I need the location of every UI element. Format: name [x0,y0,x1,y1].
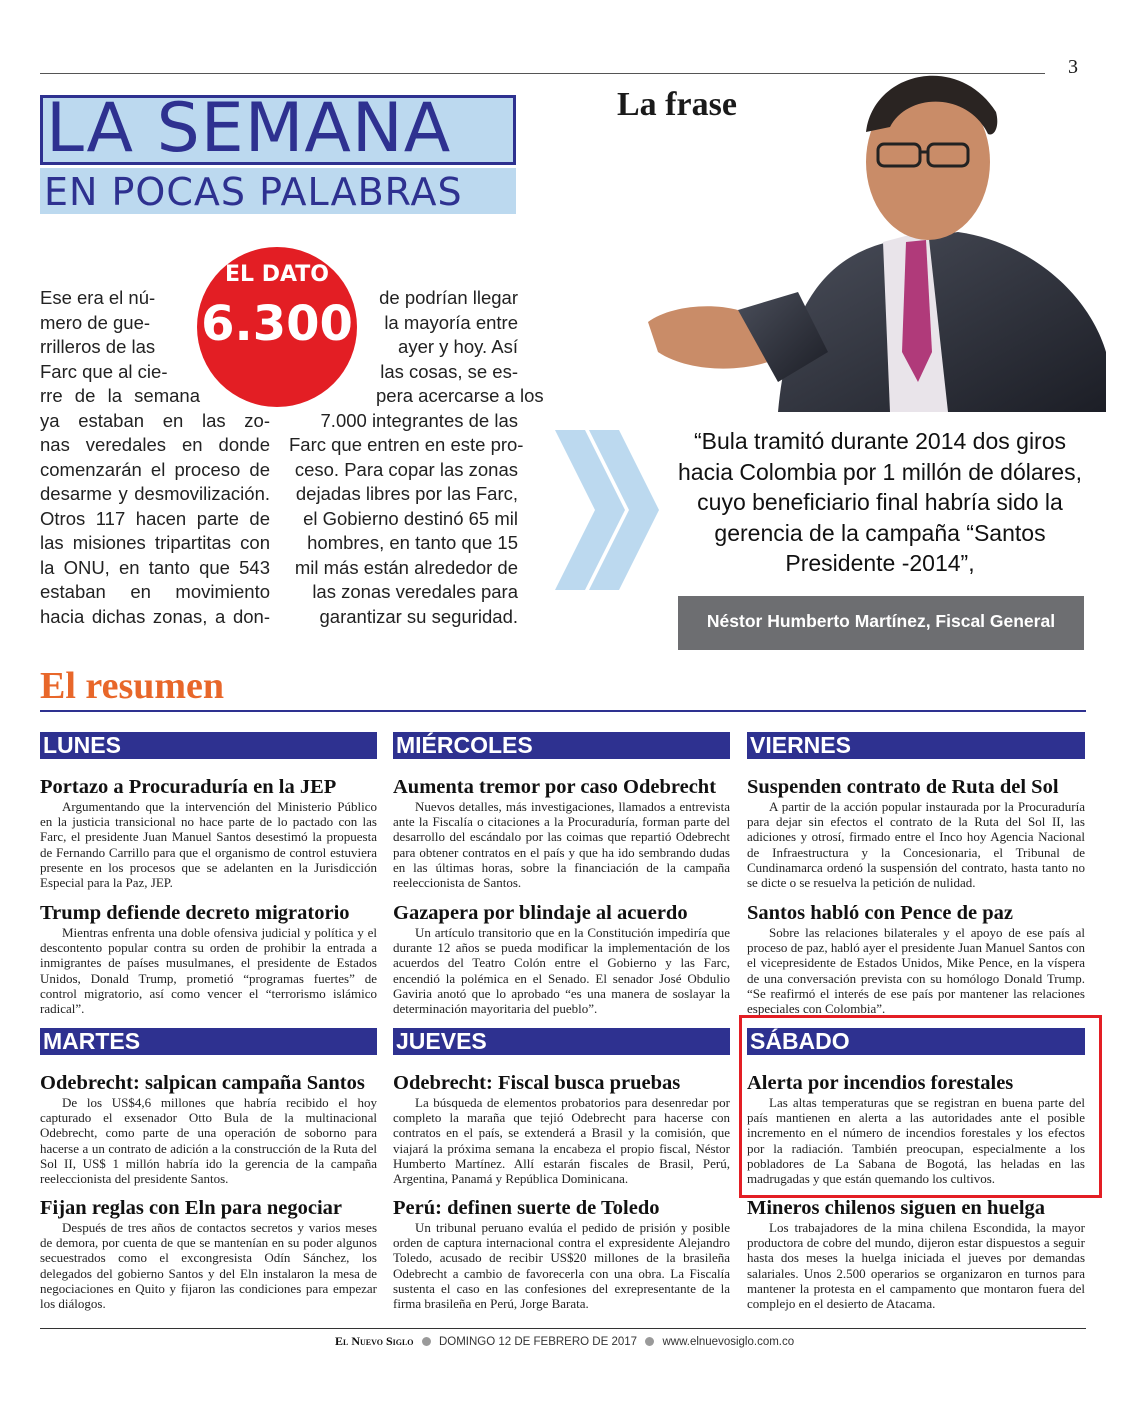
dato-text-line: hacia dichas zonas, a don- [40,605,270,627]
story-headline: Portazo a Procuraduría en la JEP [40,776,337,798]
story-body: A partir de la acción popular instaurada por la Procuraduría para dejar sin efectos el contrato de la Ruta del Sol II, las adiciones y otrosí, firmado entre el Inco hoy Agencia Nacional de Infraestructura y la Concesionaria, el Tribunal de Cundinamarca ordenó la suspensión del contrato, hasta tanto no se dicte o se resuelva la petición de nulidad. [747,799,1085,891]
frase-heading: La frase [617,86,737,123]
day-label-viernes: VIERNES [750,732,851,758]
story-headline: Mineros chilenos siguen en huelga [747,1197,1046,1219]
dato-text-line: mero de gue- [40,311,151,333]
story-headline: Aumenta tremor por caso Odebrecht [393,776,717,798]
dato-text-line: estaban en movimiento [40,581,270,602]
page-number: 3 [1068,56,1078,78]
dato-text-line: Ese era el nú- [40,287,156,308]
dato-text-line: rrilleros de las [40,336,156,357]
story-headline: Odebrecht: Fiscal busca pruebas [393,1072,681,1094]
dato-text-line: mil más están alrededor de [294,556,518,578]
story-body: Un tribunal peruano evalúa el pedido de prisión y posible orden de captura internacional contra el expresidente Alejandro Toledo, acusado de recibir US$20 millones de la brasileña Odebrecht a cambio de favorecerla con una obra. La Fiscalía sustenta el caso en las confesiones del exrepresentante de la firma brasileña en Perú, Jorge Barata. [393,1220,730,1312]
dato-text-line: dejadas libres por las Farc, [295,483,518,504]
dato-text-line: la mayoría entre [384,311,518,333]
dato-value: 6.300 [201,296,353,352]
chevrons-icon [555,430,685,590]
day-label-martes: MARTES [43,1028,141,1054]
story-headline: Trump defiende decreto migratorio [40,902,350,924]
dato-text-line: las misiones tripartitas con [40,532,270,553]
footer-date: DOMINGO 12 DE FEBRERO DE 2017 [438,1336,638,1348]
story-headline: Perú: definen suerte de Toledo [393,1197,660,1219]
dato-text-line: pera acercarse a los [376,385,544,406]
story-body: Mientras enfrenta una doble ofensiva judicial y política y el descontento popular contra su orden de prohibir la entrada a inmigrantes de países musulmanes, el presidente de Estados Unidos, Donald Trump, prometió “programas fuertes” de control migratorio, así como vencer el “terrorismo islámico radical”. [40,925,377,1017]
speaker-photo [628,52,1106,412]
dato-text-line: nas veredales en donde [40,434,270,455]
story-body: La búsqueda de elementos probatorios para desenredar por completo la maraña que tejió Odebrecht para hacerse con contratos en el país, se extenderá a Brasil y la comisión, que viajará la próxima semana la encabeza el propio fiscal, Néstor Humberto Martínez. Allí estarán fiscales de Brasil, Perú, Argentina, Panamá y República Dominicana. [393,1095,730,1187]
story-body: Sobre las relaciones bilaterales y el apoyo de ese país al proceso de paz, habló ayer el presidente Juan Manuel Santos con el vicepresidente de Estados Unidos, Mike Pence, en la víspera de una conversación prevista con su homólogo Donald Trump. “Se reafirmó el interés de ese país por mantener las relaciones especiales con Colombia”. [747,925,1085,1017]
dato-text-line: la ONU, en tanto que 543 [40,556,270,578]
resumen-rule [40,710,1086,712]
dato-text-line: garantizar su seguridad. [319,605,518,627]
dato-text-line: hombres, en tanto que 15 [307,532,518,553]
dato-text-line: Otros 117 hacen parte de [40,507,270,529]
dato-text-line: rre de la semana [40,385,200,406]
quote-author: Néstor Humberto Martínez, Fiscal General [706,611,1056,631]
dato-text-line: las zonas veredales para [312,581,518,602]
dato-text-line: el Gobierno destinó 65 mil [303,507,518,529]
bullet-icon [422,1337,431,1346]
dato-text-line: ya estaban en las zo- [40,409,270,431]
dato-text-line: Farc que entren en este pro- [289,434,524,455]
highlight-box [739,1015,1102,1198]
day-label-miercoles: MIÉRCOLES [396,732,533,758]
day-label-sabado: SÁBADO [750,1028,850,1054]
masthead-subtitle: EN POCAS PALABRAS [44,170,463,214]
day-label-jueves: JUEVES [396,1028,487,1054]
footer-rule [40,1328,1086,1329]
story-body: Las altas temperaturas que se registran en buena parte del país mantienen en alerta a las autoridades ante el posible incremento en el número de incendios forestales y los efectos por la radiación. También preocupan, especialmente a los pobladores de La Sabana de Bogotá, las heladas en las madrugadas y que están quemando los cultivos. [747,1095,1085,1187]
story-headline: Odebrecht: salpican campaña Santos [40,1072,365,1094]
story-body: Después de tres años de contactos secretos y varios meses de demora, por cuenta de que se mantenían en su poder algunos secuestrados como el excongresista Odín Sánchez, los delegados del gobierno Santos y del Eln instalaron la mesa de negociaciones en Quito y fijaron las condiciones para empezar los diálogos. [40,1220,377,1312]
footer-publication: El Nuevo Siglo [335,1334,414,1348]
dato-text-line: ayer y hoy. Así [398,336,518,357]
story-body: Un artículo transitorio que en la Constitución impediría que durante 12 años se pueda modificar la implementación de los acuerdos del Teatro Colón entre el Gobierno y las Farc, encendió la polémica en el Senado. El senador José Obdulio Gaviria anotó que lo aprobado “es una manera de soslayar la determinación mayoritaria del pueblo”. [393,925,730,1017]
story-headline: Gazapera por blindaje al acuerdo [393,902,688,924]
quote-text: “Bula tramitó durante 2014 dos giros hacia Colombia por 1 millón de dólares, cuyo beneficiario final habría sido la gerencia de la campaña “Santos Presidente -2014”, [678,428,1082,576]
dato-text-line: Farc que al cie- [40,360,168,382]
bullet-icon [645,1337,654,1346]
story-headline: Alerta por incendios forestales [747,1072,1014,1094]
story-headline: Fijan reglas con Eln para negociar [40,1197,342,1219]
story-headline: Santos habló con Pence de paz [747,902,1013,924]
story-body: De los US$4,6 millones que habría recibido el hoy capturado el exsenador Otto Bula de la multinacional Odebrecht, como parte de una operación de soborno para hacerse a un contrato de adición a la construcción de la Ruta del Sol II, US$ 1 millón habría ido la gerencia de la campaña reeleccionista del presidente Santos. [40,1095,377,1187]
story-body: Argumentando que la intervención del Ministerio Público en la justicia transicional no hace parte de lo pactado con las Farc, el presidente Juan Manuel Santos desestimó la propuesta de Fernando Carrillo para que el organismo de control estuviera presente en los procesos que se adelanten en la Jurisdicción Especial para la Paz, JEP. [40,799,377,891]
footer [335,1334,794,1349]
dato-text-line: desarme y desmovilización. [40,483,270,504]
dato-text-line: 7.000 integrantes de las [320,409,518,431]
resumen-heading: El resumen [40,665,225,707]
day-label-lunes: LUNES [43,732,121,758]
footer-website: www.elnuevosiglo.com.co [662,1336,795,1348]
dato-text-line: ceso. Para copar las zonas [294,458,518,480]
dato-text-line: de podrían llegar [379,287,518,308]
dato-label: EL DATO [225,262,329,287]
story-body: Nuevos detalles, más investigaciones, llamados a entrevista ante la Fiscalía o citaciones a la Procuraduría, forman parte del desarrollo del escándalo por las coimas que repartió Odebrecht para obtener contratos en el país y que ha ido sembrando dudas en las últimas horas, sobre la financiación de la campaña reeleccionista de Santos. [393,799,730,891]
story-body: Los trabajadores de la mina chilena Escondida, la mayor productora de cobre del mundo, dijeron estar dispuestos a seguir hasta dos meses la huelga iniciada el jueves por demandas salariales. Unos 2.500 operarios se organizaron en turnos para mantener la protesta en el campamento que montaron fuera del complejo en el desierto de Atacama. [747,1220,1085,1312]
masthead-title: LA SEMANA [46,89,452,168]
dato-text-line: comenzarán el proceso de [40,458,270,480]
story-headline: Suspenden contrato de Ruta del Sol [747,776,1059,798]
dato-text-line: las cosas, se es- [380,360,518,382]
